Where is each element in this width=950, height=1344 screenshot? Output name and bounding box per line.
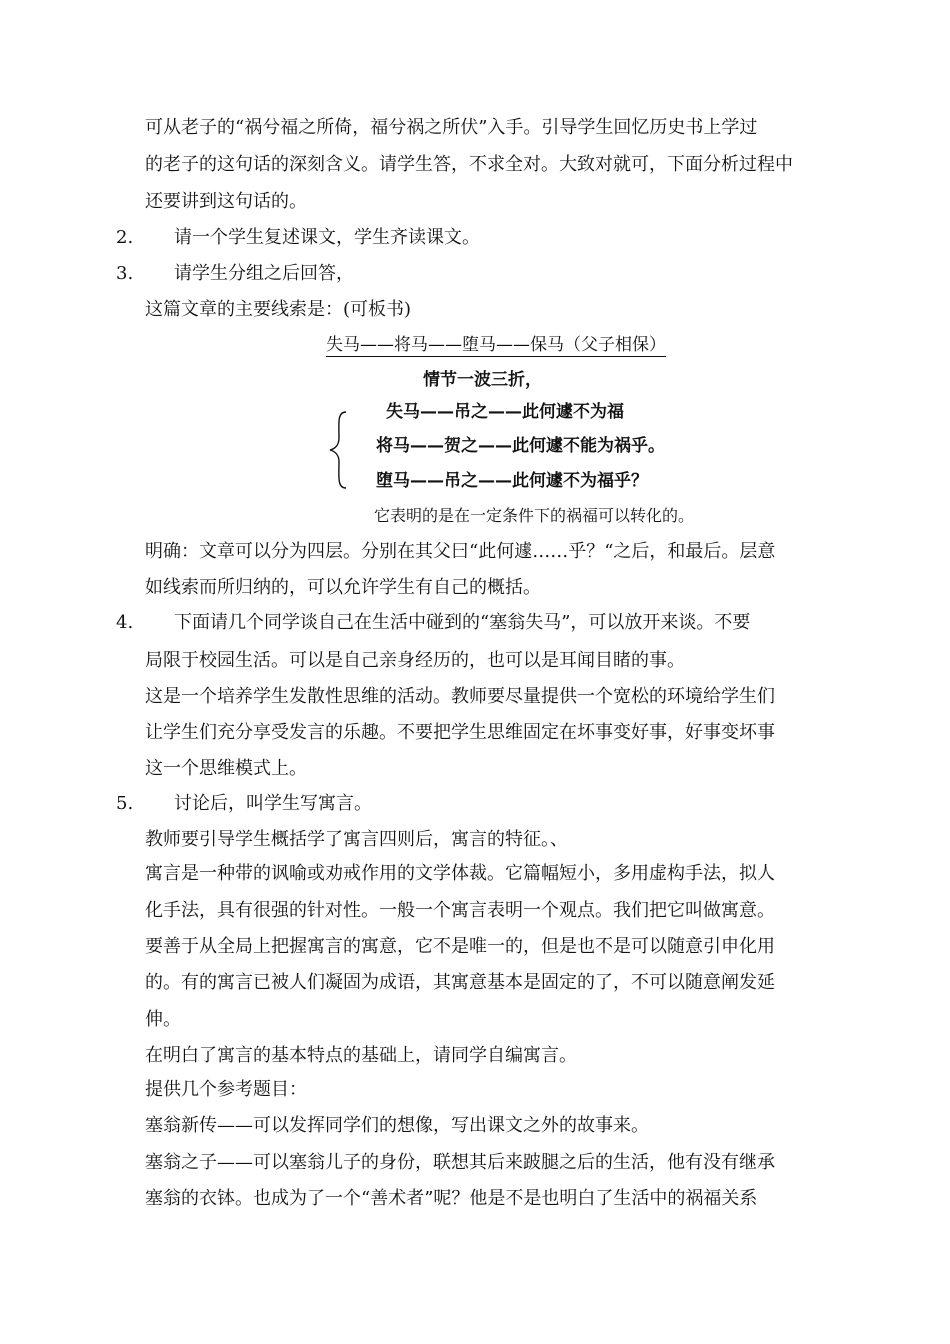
list-item-text: 讨论后，叫学生写寓言。 bbox=[174, 793, 372, 814]
left-brace-icon bbox=[328, 410, 350, 490]
list-item-text: 下面请几个同学谈自己在生活中碰到的“塞翁失马”，可以放开来谈。不要 bbox=[174, 612, 751, 633]
paragraph-line: 在明白了寓言的基本特点的基础上，请同学自编寓言。 bbox=[145, 1045, 577, 1066]
paragraph-line: 伸。 bbox=[145, 1009, 181, 1030]
paragraph-line: 塞翁的衣钵。也成为了一个“善术者”呢？他是不是也明白了生活中的祸福关系 bbox=[145, 1188, 758, 1209]
list-number: 4. bbox=[116, 612, 134, 633]
plot-summary-line bbox=[326, 335, 666, 355]
list-item-text: 请学生分组之后回答， bbox=[174, 263, 354, 284]
paragraph-line: 明确：文章可以分为四层。分别在其父曰“此何遽……乎？“之后，和最后。层意 bbox=[145, 541, 776, 562]
paragraph-line: 让学生们充分享受发言的乐趣。不要把学生思维固定在坏事变好事，好事变坏事 bbox=[145, 722, 775, 743]
paragraph-line: 这篇文章的主要线索是：(可板书) bbox=[145, 299, 412, 320]
paragraph-line: 化手法，具有很强的针对性。一般一个寓言表明一个观点。我们把它叫做寓意。 bbox=[145, 900, 775, 921]
list-number: 5. bbox=[116, 793, 134, 814]
plot-branch-2: 将马——贺之——此何遽不能为祸乎。 bbox=[376, 436, 665, 456]
paragraph-line: 可从老子的“祸兮福之所倚，福兮祸之所伏”入手。引导学生回忆历史书上学过 bbox=[145, 117, 758, 138]
list-number: 2. bbox=[116, 227, 134, 248]
paragraph-line: 还要讲到这句话的。 bbox=[145, 191, 307, 212]
list-number: 3. bbox=[116, 263, 134, 284]
plot-subtitle: 情节一波三折， bbox=[423, 370, 542, 390]
paragraph-line: 这是一个培养学生发散性思维的活动。教师要尽量提供一个宽松的环境给学生们 bbox=[145, 686, 775, 707]
plot-summary-text: 失马——将马——堕马——保马（父子相保） bbox=[326, 335, 666, 355]
paragraph-line: 塞翁新传——可以发挥同学们的想像，写出课文之外的故事来。 bbox=[145, 1115, 649, 1136]
list-item-text: 请一个学生复述课文，学生齐读课文。 bbox=[174, 227, 480, 248]
paragraph-line: 这一个思维模式上。 bbox=[145, 758, 307, 779]
paragraph-line: 如线索而所归纳的，可以允许学生有自己的概括。 bbox=[145, 577, 541, 598]
paragraph-line: 要善于从全局上把握寓言的寓意，它不是唯一的，但是也不是可以随意引申化用 bbox=[145, 936, 775, 957]
plot-branch-3: 堕马——吊之——此何遽不为福乎？ bbox=[376, 471, 648, 491]
paragraph-line: 提供几个参考题目： bbox=[145, 1079, 307, 1100]
plot-conclusion: 它表明的是在一定条件下的祸福可以转化的。 bbox=[374, 506, 695, 525]
paragraph-line: 局限于校园生活。可以是自己亲身经历的，也可以是耳闻目睹的事。 bbox=[145, 650, 685, 671]
paragraph-line: 教师要引导学生概括学了寓言四则后，寓言的特征。、 bbox=[145, 829, 568, 850]
plot-branch-1: 失马——吊之——此何遽不为福 bbox=[386, 402, 624, 422]
paragraph-line: 寓言是一种带的讽喻或劝戒作用的文学体裁。它篇幅短小，多用虚构手法，拟人 bbox=[145, 863, 775, 884]
paragraph-line: 的。有的寓言已被人们凝固为成语，其寓意基本是固定的了，不可以随意阐发延 bbox=[145, 972, 775, 993]
paragraph-line: 塞翁之子——可以塞翁儿子的身份，联想其后来跛腿之后的生活，他有没有继承 bbox=[145, 1152, 775, 1173]
paragraph-line: 的老子的这句话的深刻含义。请学生答，不求全对。大致对就可，下面分析过程中 bbox=[145, 154, 793, 175]
